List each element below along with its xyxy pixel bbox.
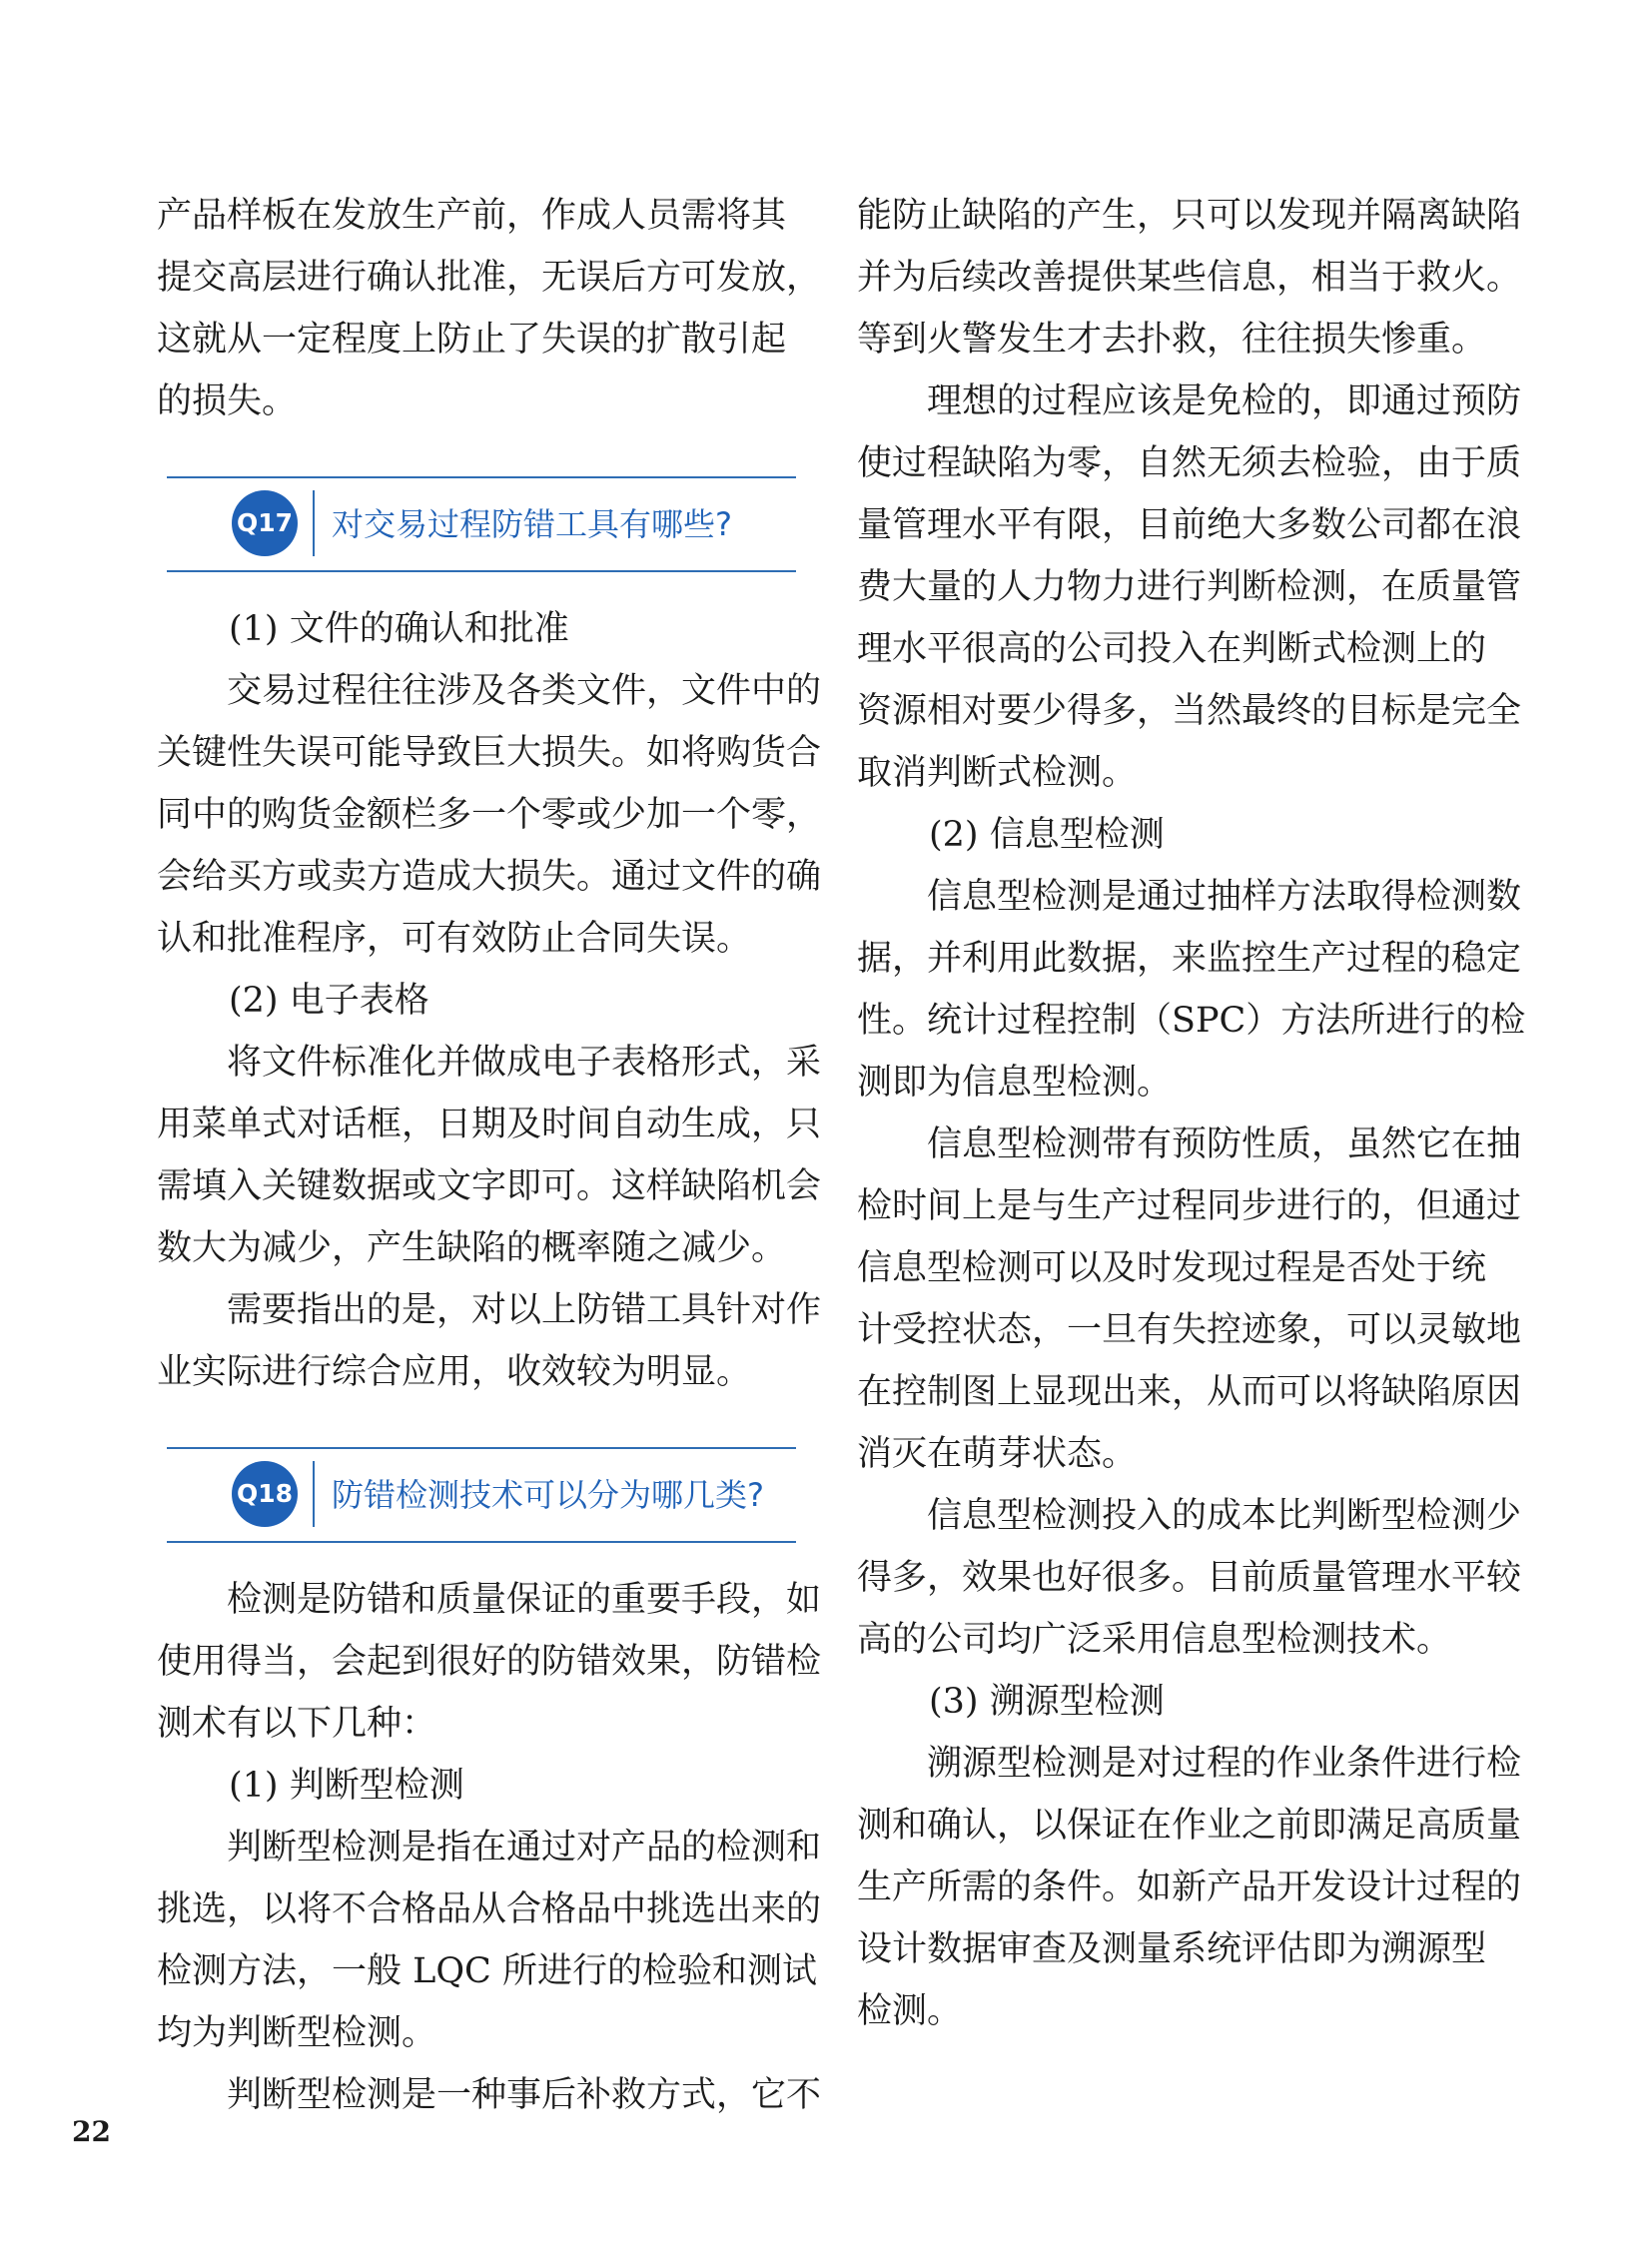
text-line: 测即为信息型检测。 — [857, 1063, 1173, 1103]
text-line: 的损失。 — [157, 381, 298, 421]
paragraph — [857, 1114, 1522, 1485]
paragraph — [857, 866, 1526, 1114]
text-line: 并为后续改善提供某些信息，相当于救火。 — [857, 258, 1522, 298]
text-line: 用菜单式对话框，日期及时间自动生成，只 — [157, 1105, 822, 1144]
text-line: 判断型检测是一种事后补救方式，它不 — [227, 2075, 822, 2115]
text-line: 交易过程往往涉及各类文件，文件中的 — [227, 671, 822, 711]
text-line: 会给买方或卖方造成大损失。通过文件的确 — [157, 857, 822, 897]
text-line: 信息型检测投入的成本比判断型检测少 — [927, 1496, 1522, 1536]
text-line: 将文件标准化并做成电子表格形式，采 — [227, 1043, 822, 1083]
text-line: 信息型检测可以及时发现过程是否处于统 — [857, 1248, 1487, 1288]
text-line: 同中的购货金额栏多一个零或少加一个零， — [157, 795, 822, 835]
text-line: 理想的过程应该是免检的，即通过预防 — [927, 381, 1522, 421]
text-line: 在控制图上显现出来，从而可以将缺陷原因 — [857, 1372, 1522, 1412]
paragraph — [157, 1817, 822, 2064]
paragraph — [157, 1569, 822, 1755]
text-line: 等到火警发生才去扑救，往往损失惨重。 — [857, 320, 1487, 360]
left-column — [157, 185, 822, 2126]
text-line: 费大量的人力物力进行判断检测，在质量管 — [857, 567, 1522, 607]
text-line: 量管理水平有限，目前绝大多数公司都在浪 — [857, 505, 1522, 545]
text-line: 理水平很高的公司投入在判断式检测上的 — [857, 629, 1487, 669]
heading-separator — [313, 490, 315, 556]
text-line: 据，并利用此数据，来监控生产过程的稳定 — [857, 939, 1522, 979]
q17-heading — [167, 476, 796, 572]
paragraph — [857, 185, 1522, 371]
text-line: 测术有以下几种： — [157, 1704, 437, 1744]
text-line: 业实际进行综合应用，收效较为明显。 — [157, 1352, 752, 1392]
q17-title: 对交易过程防错工具有哪些? — [332, 505, 732, 543]
q18-title: 防错检测技术可以分为哪几类? — [332, 1476, 764, 1514]
text-line: 使过程缺陷为零，自然无须去检验，由于质 — [857, 443, 1522, 483]
intro-paragraph — [157, 185, 822, 432]
text-line: 生产所需的条件。如新产品开发设计过程的 — [857, 1868, 1522, 1907]
text-line: 均为判断型检测。 — [157, 2013, 437, 2053]
text-line: 需要指出的是，对以上防错工具针对作 — [227, 1290, 822, 1330]
text-line: 使用得当，会起到很好的防错效果，防错检 — [157, 1642, 822, 1682]
text-line: 这就从一定程度上防止了失误的扩散引起 — [157, 320, 787, 360]
text-line: 信息型检测带有预防性质，虽然它在抽 — [927, 1124, 1522, 1164]
q18-heading — [167, 1447, 796, 1543]
text-line: 高的公司均广泛采用信息型检测技术。 — [857, 1620, 1452, 1660]
subheading: (1) 判断型检测 — [229, 1766, 464, 1806]
text-line: 计受控状态，一旦有失控迹象，可以灵敏地 — [857, 1310, 1522, 1350]
text-line: 需填入关键数据或文字即可。这样缺陷机会 — [157, 1166, 822, 1206]
subheading: (2) 信息型检测 — [929, 815, 1165, 855]
text-line: 检测是防错和质量保证的重要手段，如 — [227, 1580, 822, 1620]
q18-badge: Q18 — [232, 1461, 298, 1527]
text-line: 检时间上是与生产过程同步进行的，但通过 — [857, 1186, 1522, 1226]
text-line: 提交高层进行确认批准，无误后方可发放， — [157, 258, 822, 298]
text-line: 性。统计过程控制（SPC）方法所进行的检 — [857, 1001, 1526, 1041]
paragraph — [857, 1485, 1522, 1671]
text-line: 认和批准程序，可有效防止合同失误。 — [157, 919, 752, 959]
text-line: 产品样板在发放生产前，作成人员需将其 — [157, 196, 787, 236]
subheading: (3) 溯源型检测 — [929, 1682, 1165, 1722]
text-line: 取消判断式检测。 — [857, 753, 1138, 793]
text-line: 得多，效果也好很多。目前质量管理水平较 — [857, 1558, 1522, 1598]
text-line: 挑选，以将不合格品从合格品中挑选出来的 — [157, 1889, 822, 1929]
text-line: 测和确认，以保证在作业之前即满足高质量 — [857, 1806, 1522, 1846]
paragraph — [857, 371, 1522, 804]
paragraph — [157, 2064, 822, 2126]
text-line: 检测方法，一般 LQC 所进行的检验和测试 — [157, 1951, 817, 1991]
q17-badge: Q17 — [232, 490, 298, 556]
text-line: 能防止缺陷的产生，只可以发现并隔离缺陷 — [857, 196, 1522, 236]
text-line: 信息型检测是通过抽样方法取得检测数 — [927, 877, 1522, 917]
paragraph — [857, 1733, 1522, 2042]
text-line: 资源相对要少得多，当然最终的目标是完全 — [857, 691, 1522, 731]
page-number: 22 — [72, 2115, 111, 2148]
paragraph — [157, 1279, 822, 1403]
text-line: 消灭在萌芽状态。 — [857, 1434, 1138, 1474]
subheading: (2) 电子表格 — [229, 981, 429, 1021]
text-line: 溯源型检测是对过程的作业条件进行检 — [927, 1744, 1522, 1784]
text-line: 数大为减少，产生缺陷的概率随之减少。 — [157, 1228, 787, 1268]
right-column — [857, 185, 1526, 2042]
text-line: 检测。 — [857, 1991, 963, 2031]
paragraph — [157, 660, 822, 970]
subheading: (1) 文件的确认和批准 — [229, 609, 569, 649]
text-line: 设计数据审查及测量系统评估即为溯源型 — [857, 1929, 1487, 1969]
text-line: 判断型检测是指在通过对产品的检测和 — [227, 1828, 822, 1868]
heading-separator — [313, 1461, 315, 1527]
paragraph — [157, 1032, 822, 1279]
text-line: 关键性失误可能导致巨大损失。如将购货合 — [157, 733, 822, 773]
